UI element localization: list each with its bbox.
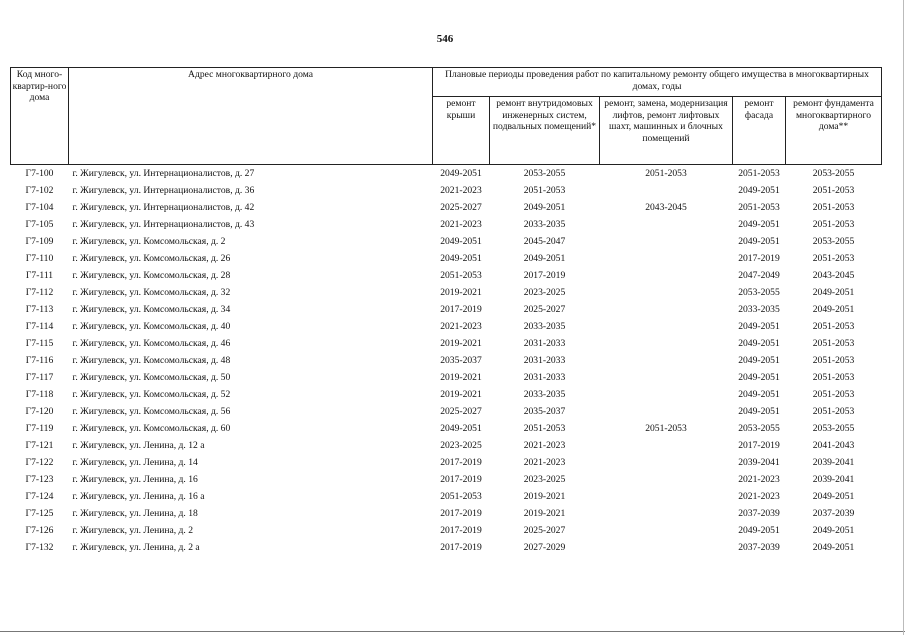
cell-code: Г7-111 [25, 270, 54, 281]
cell-roof: 2049-2051 [433, 165, 490, 183]
cell-foundation: 2049-2051 [812, 491, 855, 502]
cell-systems: 2019-2021 [523, 508, 566, 519]
cell-code: Г7-113 [25, 304, 54, 315]
cell-roof: 2021-2023 [440, 185, 482, 196]
cell-foundation: 2051-2053 [812, 389, 855, 400]
cell-lifts [600, 386, 733, 403]
cell-facade: 2051-2053 [733, 165, 786, 183]
cell-lifts [600, 301, 733, 318]
cell-lifts: 2043-2045 [645, 202, 687, 213]
cell-code: Г7-119 [25, 423, 54, 434]
table-row [11, 267, 882, 284]
cell-address: г. Жигулевск, ул. Ленина, д. 12 а [72, 440, 205, 451]
cell-facade: 2053-2055 [738, 423, 780, 434]
cell-roof: 2017-2019 [440, 542, 482, 553]
cell-lifts [600, 488, 733, 505]
cell-lifts: 2051-2053 [600, 165, 733, 183]
cell-roof: 2035-2037 [440, 355, 482, 366]
cell-foundation: 2051-2053 [812, 355, 855, 366]
table-row [11, 386, 882, 403]
table-row [11, 199, 882, 216]
cell-roof: 2025-2027 [440, 202, 482, 213]
cell-foundation: 2051-2053 [812, 219, 855, 230]
cell-foundation: 2041-2043 [812, 440, 855, 451]
table-row [11, 335, 882, 352]
cell-lifts [600, 335, 733, 352]
cell-roof: 2017-2019 [440, 525, 482, 536]
cell-code: Г7-114 [25, 321, 54, 332]
cell-address: г. Жигулевск, ул. Комсомольская, д. 40 [72, 321, 231, 332]
cell-lifts [600, 250, 733, 267]
header-code: Код много-квартир-ного дома [11, 68, 69, 165]
cell-facade: 2049-2051 [738, 185, 780, 196]
cell-lifts [600, 267, 733, 284]
header-roof: ремонт крыши [433, 97, 490, 165]
cell-roof: 2019-2021 [440, 287, 482, 298]
cell-address: г. Жигулевск, ул. Ленина, д. 18 [72, 508, 198, 519]
cell-facade: 2017-2019 [738, 440, 780, 451]
cell-code: Г7-109 [25, 236, 54, 247]
header-systems: ремонт внутридомовых инженерных систем, подвальных помещений* [490, 97, 600, 165]
cell-facade: 2051-2053 [738, 202, 780, 213]
cell-address: г. Жигулевск, ул. Комсомольская, д. 32 [72, 287, 231, 298]
cell-systems: 2017-2019 [523, 270, 566, 281]
cell-facade: 2021-2023 [738, 491, 780, 502]
cell-systems: 2019-2021 [523, 491, 566, 502]
cell-lifts [600, 233, 733, 250]
cell-foundation: 2039-2041 [812, 457, 855, 468]
cell-code: Г7-124 [25, 491, 54, 502]
bottom-rule [0, 631, 905, 632]
cell-lifts [600, 403, 733, 420]
cell-foundation: 2051-2053 [812, 202, 855, 213]
table-row [11, 233, 882, 250]
right-edge-rule [903, 0, 904, 635]
cell-facade: 2049-2051 [738, 355, 780, 366]
cell-address: г. Жигулевск, ул. Комсомольская, д. 28 [72, 270, 231, 281]
cell-roof: 2019-2021 [440, 372, 482, 383]
cell-code: Г7-102 [25, 185, 54, 196]
cell-systems: 2051-2053 [523, 423, 566, 434]
cell-facade: 2037-2039 [738, 542, 780, 553]
header-address: Адрес многоквартирного дома [69, 68, 433, 165]
cell-lifts [600, 522, 733, 539]
table-row [11, 437, 882, 454]
cell-address: г. Жигулевск, ул. Комсомольская, д. 48 [72, 355, 231, 366]
cell-facade: 2049-2051 [738, 525, 780, 536]
cell-systems: 2033-2035 [523, 321, 566, 332]
cell-systems: 2049-2051 [523, 202, 566, 213]
cell-lifts [600, 471, 733, 488]
cell-roof: 2051-2053 [440, 270, 482, 281]
cell-lifts [600, 437, 733, 454]
cell-code: Г7-100 [11, 165, 69, 183]
cell-facade: 2049-2051 [738, 321, 780, 332]
table-row [11, 522, 882, 539]
cell-facade: 2047-2049 [738, 270, 780, 281]
table-row [11, 165, 882, 183]
cell-systems: 2021-2023 [523, 440, 566, 451]
cell-lifts [600, 505, 733, 522]
table-row [11, 454, 882, 471]
table-row [11, 539, 882, 556]
cell-foundation: 2043-2045 [812, 270, 855, 281]
table-row [11, 250, 882, 267]
cell-foundation: 2051-2053 [812, 321, 855, 332]
cell-code: Г7-112 [25, 287, 54, 298]
cell-foundation: 2051-2053 [812, 185, 855, 196]
table-row [11, 284, 882, 301]
cell-systems: 2023-2025 [523, 474, 566, 485]
header-foundation: ремонт фундамента многоквартирного дома** [786, 97, 882, 165]
cell-foundation: 2049-2051 [812, 287, 855, 298]
cell-address: г. Жигулевск, ул. Комсомольская, д. 52 [72, 389, 231, 400]
cell-lifts: 2051-2053 [645, 423, 687, 434]
cell-lifts [600, 352, 733, 369]
cell-roof: 2019-2021 [440, 338, 482, 349]
cell-facade: 2053-2055 [738, 287, 780, 298]
cell-roof: 2017-2019 [440, 508, 482, 519]
cell-code: Г7-120 [25, 406, 54, 417]
table-row [11, 488, 882, 505]
header-row [11, 68, 882, 97]
cell-foundation: 2037-2039 [812, 508, 855, 519]
cell-roof: 2021-2023 [440, 321, 482, 332]
cell-systems: 2025-2027 [523, 304, 566, 315]
cell-address: г. Жигулевск, ул. Комсомольская, д. 56 [72, 406, 231, 417]
cell-lifts [600, 539, 733, 556]
table-row [11, 369, 882, 386]
cell-systems: 2025-2027 [523, 525, 566, 536]
cell-facade: 2049-2051 [738, 406, 780, 417]
table-row [11, 471, 882, 488]
cell-code: Г7-118 [25, 389, 54, 400]
cell-systems: 2051-2053 [523, 185, 566, 196]
cell-address: г. Жигулевск, ул. Комсомольская, д. 46 [72, 338, 231, 349]
cell-lifts [600, 284, 733, 301]
cell-code: Г7-116 [25, 355, 54, 366]
capital-repair-table [10, 67, 882, 556]
cell-address: г. Жигулевск, ул. Интернационалистов, д. 43 [72, 219, 255, 230]
cell-code: Г7-115 [25, 338, 54, 349]
cell-address: г. Жигулевск, ул. Комсомольская, д. 2 [72, 236, 226, 247]
cell-facade: 2049-2051 [738, 338, 780, 349]
cell-roof: 2017-2019 [440, 474, 482, 485]
cell-address: г. Жигулевск, ул. Интернационалистов, д. 27 [69, 165, 433, 183]
cell-code: Г7-125 [25, 508, 54, 519]
cell-foundation: 2039-2041 [812, 474, 855, 485]
cell-address: г. Жигулевск, ул. Комсомольская, д. 34 [72, 304, 231, 315]
cell-foundation: 2053-2055 [812, 423, 855, 434]
cell-address: г. Жигулевск, ул. Ленина, д. 16 [72, 474, 198, 485]
table-row [11, 505, 882, 522]
cell-roof: 2051-2053 [440, 491, 482, 502]
cell-facade: 2049-2051 [738, 236, 780, 247]
cell-systems: 2023-2025 [523, 287, 566, 298]
cell-roof: 2049-2051 [440, 253, 482, 264]
cell-systems: 2045-2047 [523, 236, 566, 247]
cell-foundation: 2053-2055 [812, 236, 855, 247]
cell-facade: 2037-2039 [738, 508, 780, 519]
cell-roof: 2021-2023 [440, 219, 482, 230]
cell-foundation: 2051-2053 [812, 372, 855, 383]
cell-systems: 2049-2051 [523, 253, 566, 264]
cell-code: Г7-126 [25, 525, 54, 536]
cell-address: г. Жигулевск, ул. Комсомольская, д. 26 [72, 253, 231, 264]
cell-lifts [600, 318, 733, 335]
header-lifts: ремонт, замена, модернизация лифтов, ремонт лифтовых шахт, машинных и блочных помещений [600, 97, 733, 165]
header-periods: Плановые периоды проведения работ по капитальному ремонту общего имущества в многоквартирных домах, годы [433, 68, 882, 97]
cell-foundation: 2049-2051 [812, 542, 855, 553]
cell-code: Г7-121 [25, 440, 54, 451]
cell-lifts [600, 369, 733, 386]
cell-address: г. Жигулевск, ул. Ленина, д. 2 [72, 525, 194, 536]
cell-address: г. Жигулевск, ул. Ленина, д. 2 а [72, 542, 200, 553]
cell-address: г. Жигулевск, ул. Интернационалистов, д. 42 [72, 202, 255, 213]
cell-roof: 2017-2019 [440, 304, 482, 315]
cell-address: г. Жигулевск, ул. Интернационалистов, д. 36 [72, 185, 255, 196]
cell-facade: 2049-2051 [738, 219, 780, 230]
table-row [11, 420, 882, 437]
cell-code: Г7-122 [25, 457, 54, 468]
cell-systems: 2033-2035 [523, 219, 566, 230]
cell-code: Г7-105 [25, 219, 54, 230]
page-number: 546 [436, 33, 454, 45]
cell-foundation: 2049-2051 [812, 304, 855, 315]
table-row [11, 403, 882, 420]
cell-code: Г7-117 [25, 372, 54, 383]
cell-address: г. Жигулевск, ул. Ленина, д. 16 а [72, 491, 205, 502]
table-row [11, 301, 882, 318]
table-row [11, 216, 882, 233]
cell-systems: 2027-2029 [523, 542, 566, 553]
table-row [11, 352, 882, 369]
cell-roof: 2049-2051 [440, 423, 482, 434]
cell-facade: 2049-2051 [738, 372, 780, 383]
table-row [11, 318, 882, 335]
cell-address: г. Жигулевск, ул. Комсомольская, д. 50 [72, 372, 231, 383]
cell-systems: 2053-2055 [490, 165, 600, 183]
cell-systems: 2035-2037 [523, 406, 566, 417]
cell-roof: 2025-2027 [440, 406, 482, 417]
header-facade: ремонт фасада [733, 97, 786, 165]
cell-roof: 2023-2025 [440, 440, 482, 451]
cell-facade: 2039-2041 [738, 457, 780, 468]
cell-lifts [600, 182, 733, 199]
cell-roof: 2017-2019 [440, 457, 482, 468]
cell-code: Г7-110 [25, 253, 54, 264]
cell-foundation: 2051-2053 [812, 253, 855, 264]
cell-roof: 2049-2051 [440, 236, 482, 247]
cell-facade: 2021-2023 [738, 474, 780, 485]
cell-code: Г7-104 [25, 202, 54, 213]
cell-facade: 2017-2019 [738, 253, 780, 264]
cell-code: Г7-132 [25, 542, 54, 553]
cell-foundation: 2053-2055 [786, 165, 882, 183]
cell-code: Г7-123 [25, 474, 54, 485]
cell-foundation: 2049-2051 [812, 525, 855, 536]
cell-facade: 2049-2051 [738, 389, 780, 400]
cell-systems: 2031-2033 [523, 355, 566, 366]
cell-systems: 2031-2033 [523, 372, 566, 383]
cell-foundation: 2051-2053 [812, 338, 855, 349]
cell-facade: 2033-2035 [738, 304, 780, 315]
cell-systems: 2033-2035 [523, 389, 566, 400]
cell-lifts [600, 216, 733, 233]
cell-address: г. Жигулевск, ул. Комсомольская, д. 60 [72, 423, 231, 434]
cell-roof: 2019-2021 [440, 389, 482, 400]
cell-lifts [600, 454, 733, 471]
cell-systems: 2031-2033 [523, 338, 566, 349]
cell-foundation: 2051-2053 [812, 406, 855, 417]
table-row [11, 182, 882, 199]
cell-address: г. Жигулевск, ул. Ленина, д. 14 [72, 457, 198, 468]
cell-systems: 2021-2023 [523, 457, 566, 468]
